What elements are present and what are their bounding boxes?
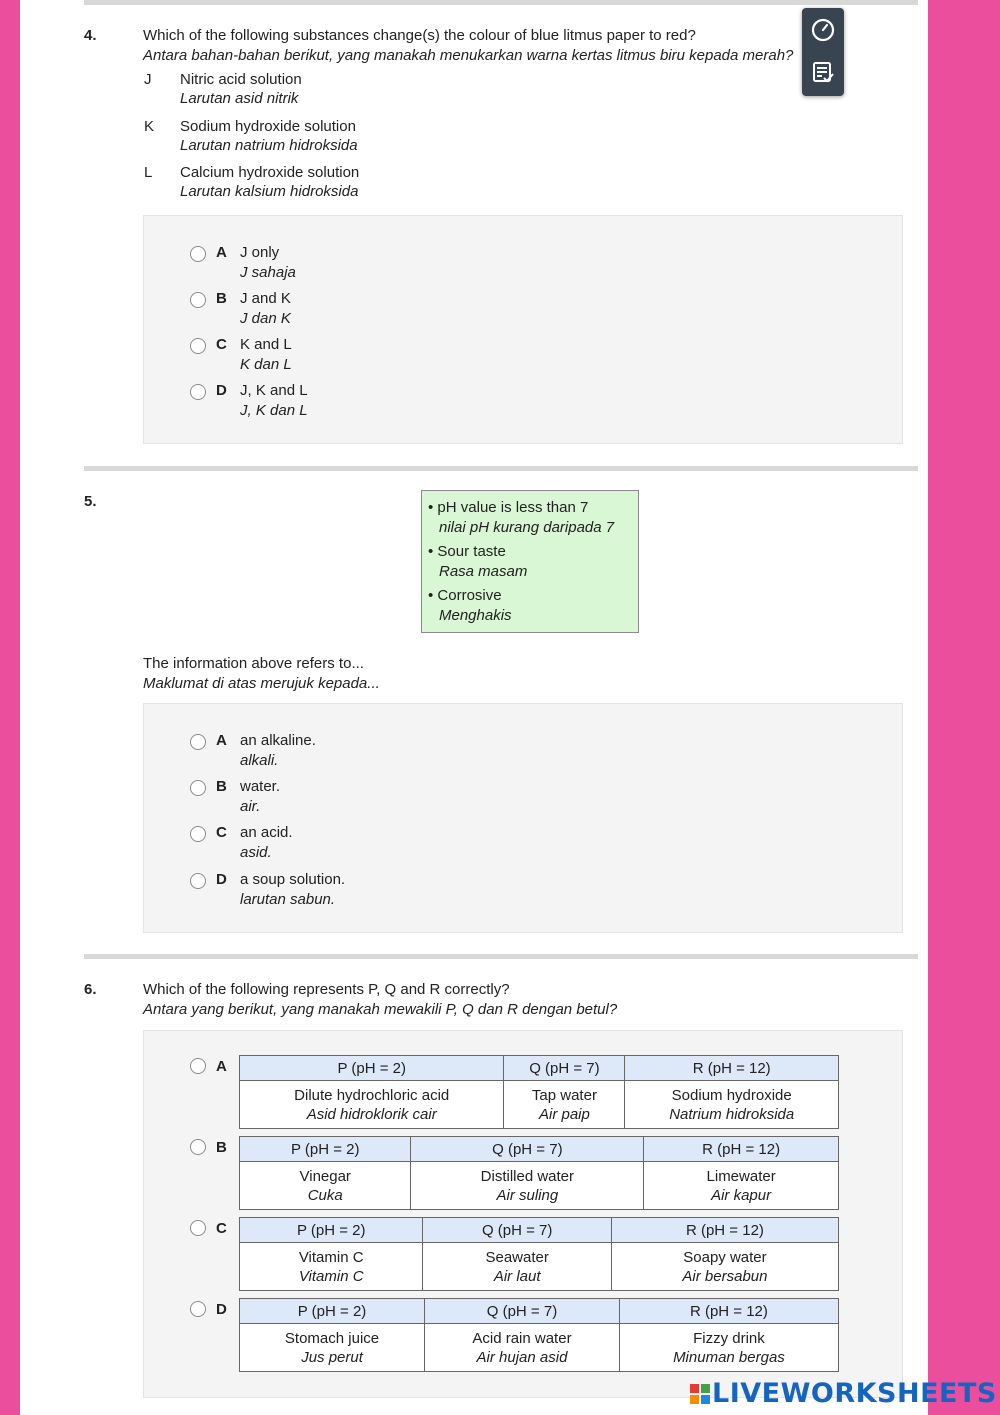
header-r: R (pH = 12) <box>625 1056 839 1081</box>
header-r: R (pH = 12) <box>619 1299 838 1324</box>
cell-q: Distilled water Air suling <box>411 1162 644 1210</box>
header-r: R (pH = 12) <box>611 1218 838 1243</box>
option-ms: larutan sabun. <box>240 891 336 908</box>
option-letter: B <box>216 778 227 795</box>
q6-option-a-letter: A <box>216 1058 227 1075</box>
q4-options-box <box>143 215 903 444</box>
option-en: J only <box>240 244 280 261</box>
option-ms: asid. <box>240 844 272 861</box>
question-4-ms: Antara bahan-bahan berikut, yang manakah menukarkan warna kertas litmus biru kepada merah? <box>143 47 794 64</box>
item-letter: K <box>144 118 155 135</box>
divider-q4-q5 <box>84 466 918 471</box>
q6-option-b-table[interactable] <box>239 1136 839 1210</box>
cell-r: Fizzy drink Minuman bergas <box>619 1324 838 1372</box>
option-ms: J dan K <box>240 310 291 327</box>
floating-toolbar <box>802 8 844 96</box>
option-letter: D <box>216 871 227 888</box>
q5-info-box <box>421 490 639 633</box>
liveworksheets-logo <box>690 1378 997 1409</box>
worksheet-page <box>20 0 928 1415</box>
option-ms: J sahaja <box>240 264 296 281</box>
option-en: K and L <box>240 336 292 353</box>
header-p: P (pH = 2) <box>240 1299 425 1324</box>
option-letter: C <box>216 824 227 841</box>
q6-option-c-radio[interactable] <box>190 1220 206 1236</box>
checklist-icon[interactable] <box>811 60 835 84</box>
info-item: • Sour taste Rasa masam <box>428 543 528 580</box>
q5-options-box <box>143 703 903 933</box>
radio-button[interactable] <box>190 384 206 400</box>
q6-option-d-letter: D <box>216 1301 227 1318</box>
radio-button[interactable] <box>190 873 206 889</box>
header-p: P (pH = 2) <box>240 1137 411 1162</box>
q6-option-d-radio[interactable] <box>190 1301 206 1317</box>
question-6-text <box>143 980 617 1020</box>
info-item: • Corrosive Menghakis <box>428 587 512 624</box>
cell-p: Vinegar Cuka <box>240 1162 411 1210</box>
option-en: an acid. <box>240 824 293 841</box>
q6-option-b-letter: B <box>216 1139 227 1156</box>
cell-p: Stomach juice Jus perut <box>240 1324 425 1372</box>
cell-p: Vitamin C Vitamin C <box>240 1243 423 1291</box>
option-ms: alkali. <box>240 752 279 769</box>
header-q: Q (pH = 7) <box>411 1137 644 1162</box>
option-en: a soup solution. <box>240 871 346 888</box>
header-r: R (pH = 12) <box>644 1137 839 1162</box>
timer-icon[interactable] <box>811 18 835 42</box>
option-en: J and K <box>240 290 291 307</box>
option-en: water. <box>240 778 281 795</box>
right-accent-bar <box>928 0 1000 1415</box>
item-en: Nitric acid solution <box>180 71 302 88</box>
question-4-number: 4. <box>84 27 97 44</box>
logo-text: LIVEWORKSHEETS <box>712 1378 997 1409</box>
option-ms: K dan L <box>240 356 292 373</box>
question-6-en: Which of the following represents P, Q and R correctly? <box>143 981 510 998</box>
left-accent-bar <box>0 0 20 1415</box>
top-divider <box>84 0 918 5</box>
question-5-text <box>143 654 380 694</box>
option-letter: A <box>216 244 227 261</box>
q6-option-c-letter: C <box>216 1220 227 1237</box>
item-ms: Larutan asid nitrik <box>180 90 299 107</box>
item-en: Calcium hydroxide solution <box>180 164 360 181</box>
q6-option-a-radio[interactable] <box>190 1058 206 1074</box>
logo-mark-icon <box>690 1384 710 1404</box>
option-letter: A <box>216 732 227 749</box>
question-4-en: Which of the following substances change(s) the colour of blue litmus paper to red? <box>143 27 696 44</box>
option-en: an alkaline. <box>240 732 316 749</box>
item-ms: Larutan natrium hidroksida <box>180 137 358 154</box>
q6-option-b-radio[interactable] <box>190 1139 206 1155</box>
option-ms: air. <box>240 798 261 815</box>
radio-button[interactable] <box>190 826 206 842</box>
radio-button[interactable] <box>190 338 206 354</box>
cell-r: Sodium hydroxide Natrium hidroksida <box>625 1081 839 1129</box>
question-6-number: 6. <box>84 981 97 998</box>
header-p: P (pH = 2) <box>240 1218 423 1243</box>
radio-button[interactable] <box>190 780 206 796</box>
q6-option-c-table[interactable] <box>239 1217 839 1291</box>
question-5-number: 5. <box>84 493 97 510</box>
question-5-ms: Maklumat di atas merujuk kepada... <box>143 675 380 692</box>
info-item: • pH value is less than 7 nilai pH kurang daripada 7 <box>428 499 615 536</box>
cell-q: Acid rain water Air hujan asid <box>425 1324 620 1372</box>
cell-q: Tap water Air paip <box>504 1081 625 1129</box>
option-ms: J, K dan L <box>240 402 308 419</box>
question-4-text <box>143 26 913 66</box>
option-letter: C <box>216 336 227 353</box>
q6-option-d-table[interactable] <box>239 1298 839 1372</box>
item-ms: Larutan kalsium hidroksida <box>180 183 359 200</box>
header-p: P (pH = 2) <box>240 1056 504 1081</box>
divider-q5-q6 <box>84 954 918 959</box>
question-6-ms: Antara yang berikut, yang manakah mewakili P, Q dan R dengan betul? <box>143 1001 618 1018</box>
option-letter: B <box>216 290 227 307</box>
item-letter: J <box>144 71 152 88</box>
q6-option-a-table[interactable] <box>239 1055 839 1129</box>
option-letter: D <box>216 382 227 399</box>
cell-q: Seawater Air laut <box>423 1243 611 1291</box>
radio-button[interactable] <box>190 246 206 262</box>
header-q: Q (pH = 7) <box>423 1218 611 1243</box>
cell-r: Limewater Air kapur <box>644 1162 839 1210</box>
radio-button[interactable] <box>190 734 206 750</box>
option-en: J, K and L <box>240 382 308 399</box>
question-5-en: The information above refers to... <box>143 655 364 672</box>
cell-p: Dilute hydrochloric acid Asid hidroklorik cair <box>240 1081 504 1129</box>
item-letter: L <box>144 164 153 181</box>
header-q: Q (pH = 7) <box>425 1299 620 1324</box>
item-en: Sodium hydroxide solution <box>180 118 356 135</box>
radio-button[interactable] <box>190 292 206 308</box>
cell-r: Soapy water Air bersabun <box>611 1243 838 1291</box>
header-q: Q (pH = 7) <box>504 1056 625 1081</box>
